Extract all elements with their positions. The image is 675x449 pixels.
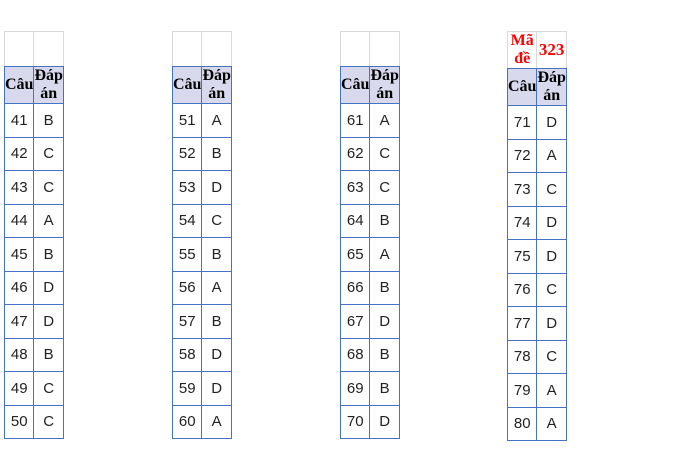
question-number: 68 [341, 338, 370, 372]
table-row [341, 305, 400, 339]
table-row [5, 372, 64, 406]
answer-letter: A [537, 374, 566, 408]
exam-code-row [508, 32, 567, 69]
answer-letter: C [537, 340, 566, 374]
answer-header: Đáp án [34, 67, 63, 102]
table-row [5, 338, 64, 372]
answer-letter: C [537, 173, 566, 207]
question-number: 42 [5, 137, 34, 171]
table-row [173, 338, 232, 372]
answer-letter: C [34, 137, 63, 171]
answer-letter: C [34, 405, 63, 439]
answer-letter: B [370, 372, 399, 406]
table-row [5, 137, 64, 171]
answer-table-2 [172, 31, 232, 439]
question-number: 63 [341, 171, 370, 205]
question-number: 51 [173, 104, 202, 138]
table-row [5, 171, 64, 205]
answer-letter: B [202, 238, 231, 272]
answer-letter: A [537, 139, 566, 173]
table-row [508, 374, 567, 408]
blank-cell [341, 32, 370, 67]
blank-cell [370, 32, 399, 67]
answer-letter: C [370, 137, 399, 171]
answer-letter: D [537, 106, 566, 140]
answer-letter: A [537, 407, 566, 441]
question-number: 50 [5, 405, 34, 439]
question-number: 43 [5, 171, 34, 205]
table-row [341, 171, 400, 205]
question-number: 53 [173, 171, 202, 205]
table-row [5, 204, 64, 238]
table-row [173, 271, 232, 305]
question-number: 49 [5, 372, 34, 406]
blank-cell [5, 32, 34, 67]
answer-letter: C [202, 204, 231, 238]
question-number: 66 [341, 271, 370, 305]
table-row [508, 240, 567, 274]
answer-letter: B [370, 338, 399, 372]
answer-letter: A [370, 104, 399, 138]
question-number: 46 [5, 271, 34, 305]
answer-letter: D [370, 405, 399, 439]
table-row [341, 137, 400, 171]
table-row [508, 340, 567, 374]
blank-row [341, 32, 400, 67]
table-row [5, 305, 64, 339]
header-row [5, 67, 64, 104]
answer-header: Đáp án [202, 67, 231, 102]
header-row [508, 69, 567, 106]
header-row [173, 67, 232, 104]
blank-cell [173, 32, 202, 67]
answer-letter: B [202, 137, 231, 171]
question-number: 59 [173, 372, 202, 406]
question-number: 54 [173, 204, 202, 238]
question-number: 58 [173, 338, 202, 372]
table-row [341, 405, 400, 439]
exam-code-value: 323 [537, 32, 566, 69]
question-number: 74 [508, 206, 537, 240]
question-number: 75 [508, 240, 537, 274]
answer-header: Đáp án [537, 69, 566, 104]
table-row [341, 372, 400, 406]
table-row [508, 407, 567, 441]
question-number: 45 [5, 238, 34, 272]
table-row [508, 173, 567, 207]
table-row [173, 104, 232, 138]
question-number: 70 [341, 405, 370, 439]
blank-cell [34, 32, 63, 67]
question-number: 57 [173, 305, 202, 339]
question-number: 62 [341, 137, 370, 171]
table-row [173, 305, 232, 339]
answer-letter: A [202, 405, 231, 439]
table-row [173, 171, 232, 205]
question-number: 64 [341, 204, 370, 238]
question-number: 80 [508, 407, 537, 441]
answer-table-1 [4, 31, 64, 439]
question-number: 71 [508, 106, 537, 140]
question-number: 77 [508, 307, 537, 341]
question-header: Câu [508, 69, 537, 106]
answer-letter: B [34, 238, 63, 272]
question-number: 48 [5, 338, 34, 372]
answer-letter: B [34, 338, 63, 372]
question-number: 55 [173, 238, 202, 272]
table-row [5, 405, 64, 439]
question-number: 41 [5, 104, 34, 138]
answer-letter: D [202, 372, 231, 406]
question-number: 73 [508, 173, 537, 207]
answer-letter: C [34, 171, 63, 205]
answer-letter: D [537, 240, 566, 274]
question-number: 78 [508, 340, 537, 374]
answer-letter: A [202, 104, 231, 138]
blank-cell [202, 32, 231, 67]
answer-letter: A [34, 204, 63, 238]
table-row [173, 137, 232, 171]
question-number: 69 [341, 372, 370, 406]
question-number: 60 [173, 405, 202, 439]
question-number: 47 [5, 305, 34, 339]
table-row [173, 204, 232, 238]
answer-table-4 [507, 31, 567, 441]
answer-letter: C [370, 171, 399, 205]
answer-letter: D [34, 305, 63, 339]
question-number: 76 [508, 273, 537, 307]
table-row [508, 139, 567, 173]
question-number: 67 [341, 305, 370, 339]
question-number: 65 [341, 238, 370, 272]
question-number: 56 [173, 271, 202, 305]
table-row [5, 104, 64, 138]
table-row [508, 106, 567, 140]
question-header: Câu [5, 67, 34, 104]
answer-letter: A [370, 238, 399, 272]
table-row [341, 271, 400, 305]
answer-table-3 [340, 31, 400, 439]
table-row [341, 104, 400, 138]
table-row [508, 206, 567, 240]
answer-letter: A [202, 271, 231, 305]
answer-letter: B [34, 104, 63, 138]
question-header: Câu [341, 67, 370, 104]
answer-header: Đáp án [370, 67, 399, 102]
question-number: 61 [341, 104, 370, 138]
answer-letter: D [537, 307, 566, 341]
table-row [5, 238, 64, 272]
table-row [508, 307, 567, 341]
answer-letter: C [34, 372, 63, 406]
table-row [341, 238, 400, 272]
blank-row [5, 32, 64, 67]
answer-letter: C [537, 273, 566, 307]
table-row [5, 271, 64, 305]
question-number: 72 [508, 139, 537, 173]
answer-letter: D [202, 171, 231, 205]
answer-letter: D [34, 271, 63, 305]
table-row [341, 204, 400, 238]
answer-letter: D [202, 338, 231, 372]
answer-letter: B [202, 305, 231, 339]
table-row [173, 405, 232, 439]
exam-code-label: Mã đề [508, 32, 537, 69]
table-row [341, 338, 400, 372]
question-header: Câu [173, 67, 202, 104]
table-row [508, 273, 567, 307]
answer-letter: D [537, 206, 566, 240]
blank-row [173, 32, 232, 67]
question-number: 52 [173, 137, 202, 171]
answer-letter: B [370, 204, 399, 238]
table-row [173, 372, 232, 406]
table-row [173, 238, 232, 272]
header-row [341, 67, 400, 104]
answer-letter: D [370, 305, 399, 339]
question-number: 79 [508, 374, 537, 408]
answer-letter: B [370, 271, 399, 305]
question-number: 44 [5, 204, 34, 238]
